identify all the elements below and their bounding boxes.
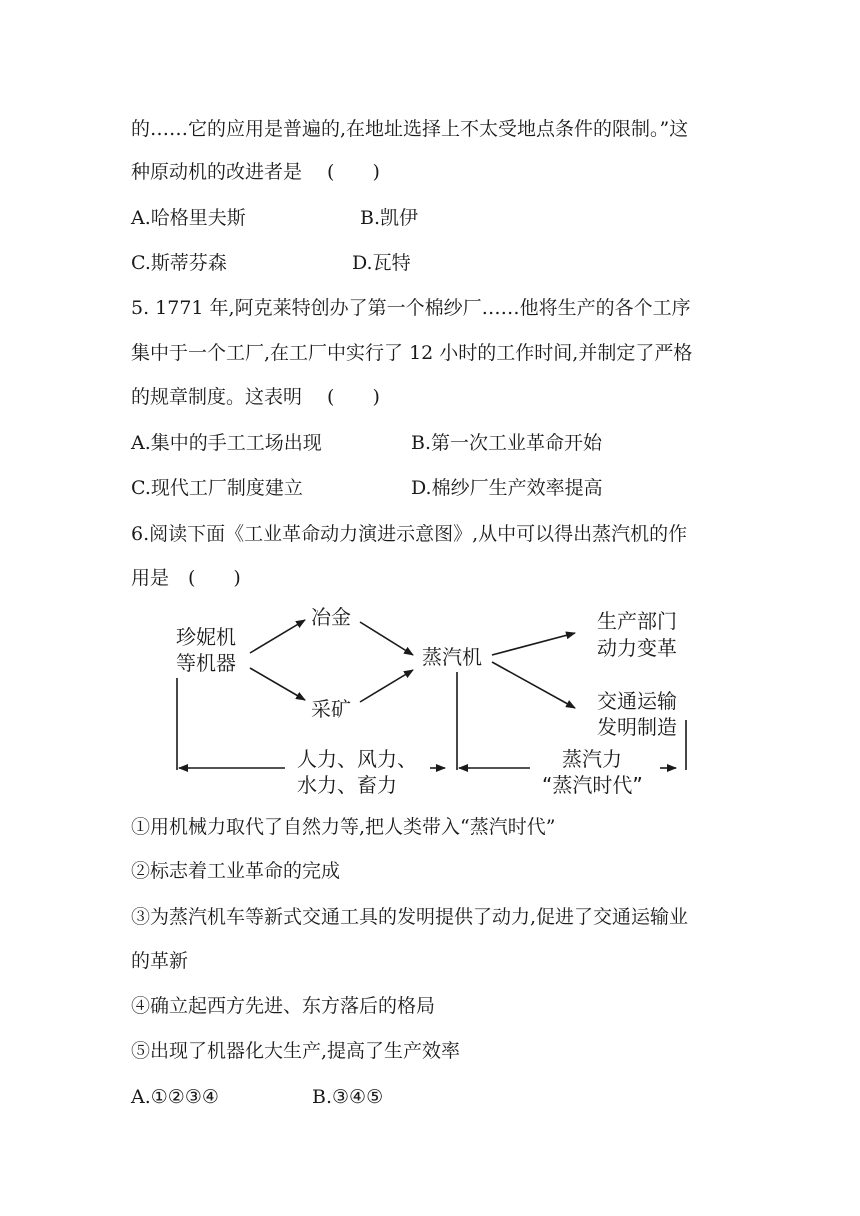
q4-option-d: D.瓦特	[352, 252, 411, 274]
span-left-label-line-2: 水力、畜力	[297, 773, 397, 797]
q5-text-line-1: 5. 1771 年,阿克莱特创办了第一个棉纱厂……他将生产的各个工序	[131, 297, 691, 319]
node-production-line-2: 动力变革	[597, 636, 677, 660]
q6-statement-5: ⑤出现了机器化大生产,提高了生产效率	[131, 1040, 461, 1062]
node-transport-line-1: 交通运输	[597, 689, 677, 713]
node-jenny-line-2: 等机器	[176, 651, 236, 675]
q6-statement-2: ②标志着工业革命的完成	[131, 860, 341, 882]
q4-text-line-1: 的……它的应用是普遍的,在地址选择上不太受地点条件的限制。”这	[131, 118, 689, 140]
q6-option-b: B.③④⑤	[312, 1086, 384, 1108]
arrow-steam-to-production	[492, 633, 575, 655]
q5-option-a: A.集中的手工工场出现	[131, 432, 322, 454]
arrow-steam-to-transport	[492, 662, 575, 708]
node-smelting: 冶金	[311, 605, 351, 629]
q6-statement-4: ④确立起西方先进、东方落后的格局	[131, 995, 436, 1017]
span-left-label-line-1: 人力、风力、	[297, 747, 417, 771]
arrow-jenny-to-mining	[250, 668, 305, 700]
q6-text-line-1: 6.阅读下面《工业革命动力演进示意图》,从中可以得出蒸汽机的作	[131, 523, 688, 545]
q6-statement-3-continued: 的革新	[131, 950, 189, 972]
q4-option-b: B.凯伊	[360, 207, 419, 229]
q4-option-a: A.哈格里夫斯	[131, 207, 246, 229]
q6-statement-3: ③为蒸汽机车等新式交通工具的发明提供了动力,促进了交通运输业	[131, 906, 689, 928]
q5-option-b: B.第一次工业革命开始	[411, 432, 603, 454]
q6-statement-1: ①用机械力取代了自然力等,把人类带入“蒸汽时代”	[131, 816, 556, 838]
arrow-smelting-to-steam	[360, 622, 413, 655]
node-transport-line-2: 发明制造	[597, 715, 677, 739]
node-production-line-1: 生产部门	[597, 609, 677, 633]
q5-option-d: D.棉纱厂生产效率提高	[411, 477, 603, 499]
node-jenny-line-1: 珍妮机	[176, 625, 236, 649]
q6-text-line-2: 用是 ( )	[131, 567, 241, 589]
industrial-revolution-power-diagram	[170, 600, 700, 800]
q6-option-a: A.①②③④	[131, 1086, 219, 1108]
arrow-mining-to-steam	[360, 670, 413, 702]
q4-option-c: C.斯蒂芬森	[131, 252, 227, 274]
q5-text-line-2: 集中于一个工厂,在工厂中实行了 12 小时的工作时间,并制定了严格	[131, 342, 693, 364]
span-right-label-line-1: 蒸汽力	[562, 747, 622, 771]
node-mining: 采矿	[311, 697, 351, 721]
span-right-label-line-2: “蒸汽时代”	[542, 773, 643, 797]
q5-option-c: C.现代工厂制度建立	[131, 477, 303, 499]
q4-text-line-2: 种原动机的改进者是 ( )	[131, 161, 380, 183]
arrow-jenny-to-smelting	[250, 620, 305, 653]
q5-text-line-3: 的规章制度。这表明 ( )	[131, 386, 380, 408]
node-steam-engine: 蒸汽机	[422, 645, 482, 669]
